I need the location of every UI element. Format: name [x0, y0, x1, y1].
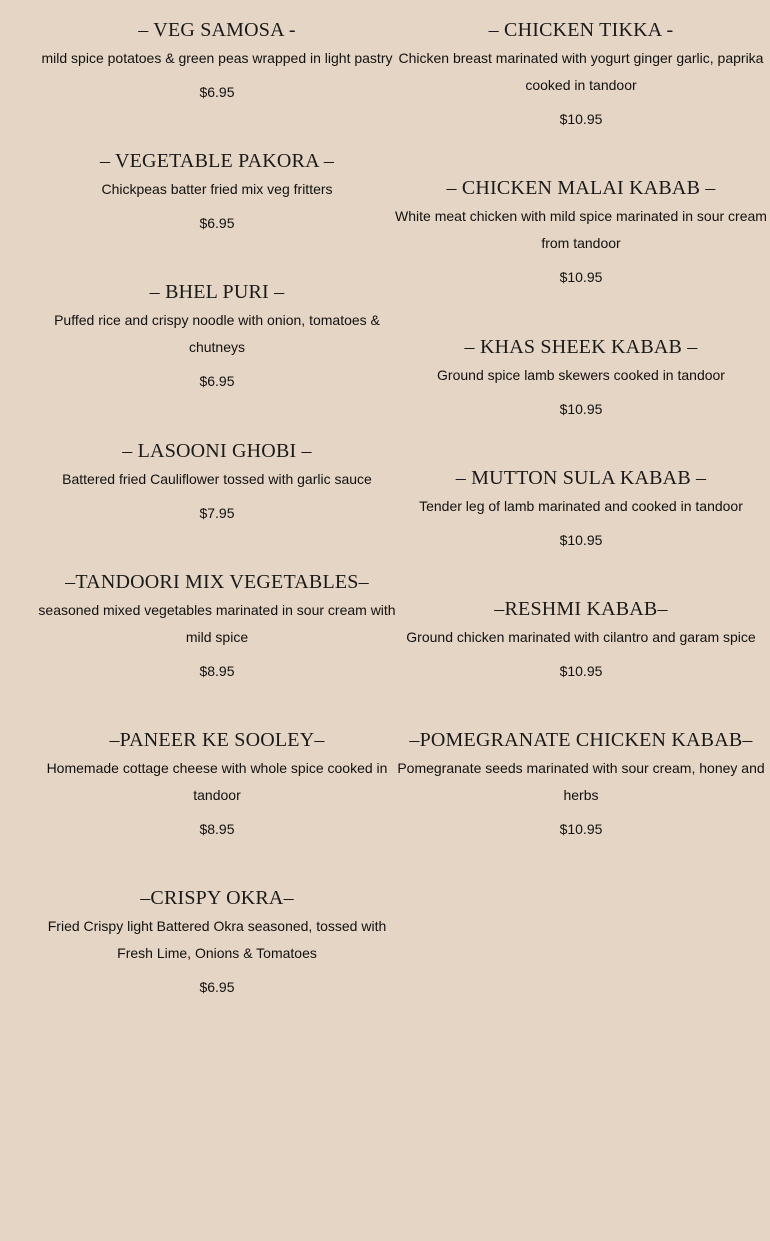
- menu-item-description: Puffed rice and crispy noodle with onion, tomatoes & chutneys: [54, 312, 380, 355]
- menu-item-chicken-tikka: [392, 18, 770, 129]
- menu-item-description: mild spice potatoes & green peas wrapped in light pastry: [41, 50, 393, 66]
- menu-item-name: –POMEGRANATE CHICKEN KABAB–: [409, 729, 753, 751]
- menu-item-price: $6.95: [199, 979, 235, 995]
- menu-item-price: $10.95: [559, 821, 603, 837]
- menu-item-price: $10.95: [559, 663, 603, 679]
- menu-item-name: – KHAS SHEEK KABAB –: [464, 336, 698, 358]
- menu-item-price: $10.95: [559, 269, 603, 285]
- menu-item-price: $8.95: [199, 821, 235, 837]
- menu-item-description: Battered fried Cauliflower tossed with garlic sauce: [62, 471, 372, 487]
- menu-item-name: – MUTTON SULA KABAB –: [455, 467, 707, 489]
- menu-item-reshmi-kabab: [392, 597, 770, 681]
- menu-item-name: – CHICKEN TIKKA -: [488, 19, 674, 41]
- menu-item-pomegranate-chicken-kabab: [392, 728, 770, 839]
- menu-item-vegetable-pakora: [32, 149, 402, 233]
- menu-item-price: $6.95: [199, 215, 235, 231]
- menu-item-price: $8.95: [199, 663, 235, 679]
- menu-item-name: – VEG SAMOSA -: [138, 19, 296, 41]
- menu-item-name: – BHEL PURI –: [149, 281, 285, 303]
- menu-item-mutton-sula-kabab: [392, 466, 770, 550]
- menu-item-price: $10.95: [559, 532, 603, 548]
- menu-item-price: $7.95: [199, 505, 235, 521]
- menu-item-veg-samosa: [32, 18, 402, 102]
- menu-item-description: Fried Crispy light Battered Okra seasoned, tossed with Fresh Lime, Onions & Tomatoes: [47, 918, 387, 961]
- menu-item-name: – LASOONI GHOBI –: [122, 440, 312, 462]
- menu-item-description: Homemade cottage cheese with whole spice cooked in tandoor: [46, 760, 388, 803]
- menu-item-price: $10.95: [559, 111, 603, 127]
- menu-item-description: Tender leg of lamb marinated and cooked in tandoor: [419, 498, 743, 514]
- menu-item-description: seasoned mixed vegetables marinated in sour cream with mild spice: [38, 602, 396, 645]
- menu-item-paneer-ke-sooley: [32, 728, 402, 839]
- menu-item-description: Chicken breast marinated with yogurt ginger garlic, paprika cooked in tandoor: [398, 50, 764, 93]
- menu-item-crispy-okra: [32, 886, 402, 997]
- menu-item-description: Ground spice lamb skewers cooked in tandoor: [437, 367, 725, 383]
- menu-item-description: Pomegranate seeds marinated with sour cream, honey and herbs: [397, 760, 765, 803]
- menu-item-description: Ground chicken marinated with cilantro and garam spice: [406, 629, 756, 645]
- menu-item-name: – CHICKEN MALAI KABAB –: [446, 177, 716, 199]
- menu-item-name: –PANEER KE SOOLEY–: [109, 729, 325, 751]
- menu-item-price: $6.95: [199, 84, 235, 100]
- menu-item-name: –RESHMI KABAB–: [494, 598, 668, 620]
- menu-item-lasooni-ghobi: [32, 439, 402, 523]
- menu-item-name: – VEGETABLE PAKORA –: [99, 150, 335, 172]
- menu-item-khas-sheek-kabab: [392, 335, 770, 419]
- menu-item-name: –TANDOORI MIX VEGETABLES–: [65, 571, 369, 593]
- menu-item-description: Chickpeas batter fried mix veg fritters: [101, 181, 333, 197]
- menu-item-chicken-malai-kabab: [392, 176, 770, 287]
- menu-item-description: White meat chicken with mild spice marinated in sour cream from tandoor: [395, 208, 767, 251]
- menu-item-name: –CRISPY OKRA–: [140, 887, 294, 909]
- menu-item-bhel-puri: [32, 280, 402, 391]
- menu-item-price: $6.95: [199, 373, 235, 389]
- menu-item-price: $10.95: [559, 401, 603, 417]
- menu-item-tandoori-mix-vegetables: [32, 570, 402, 681]
